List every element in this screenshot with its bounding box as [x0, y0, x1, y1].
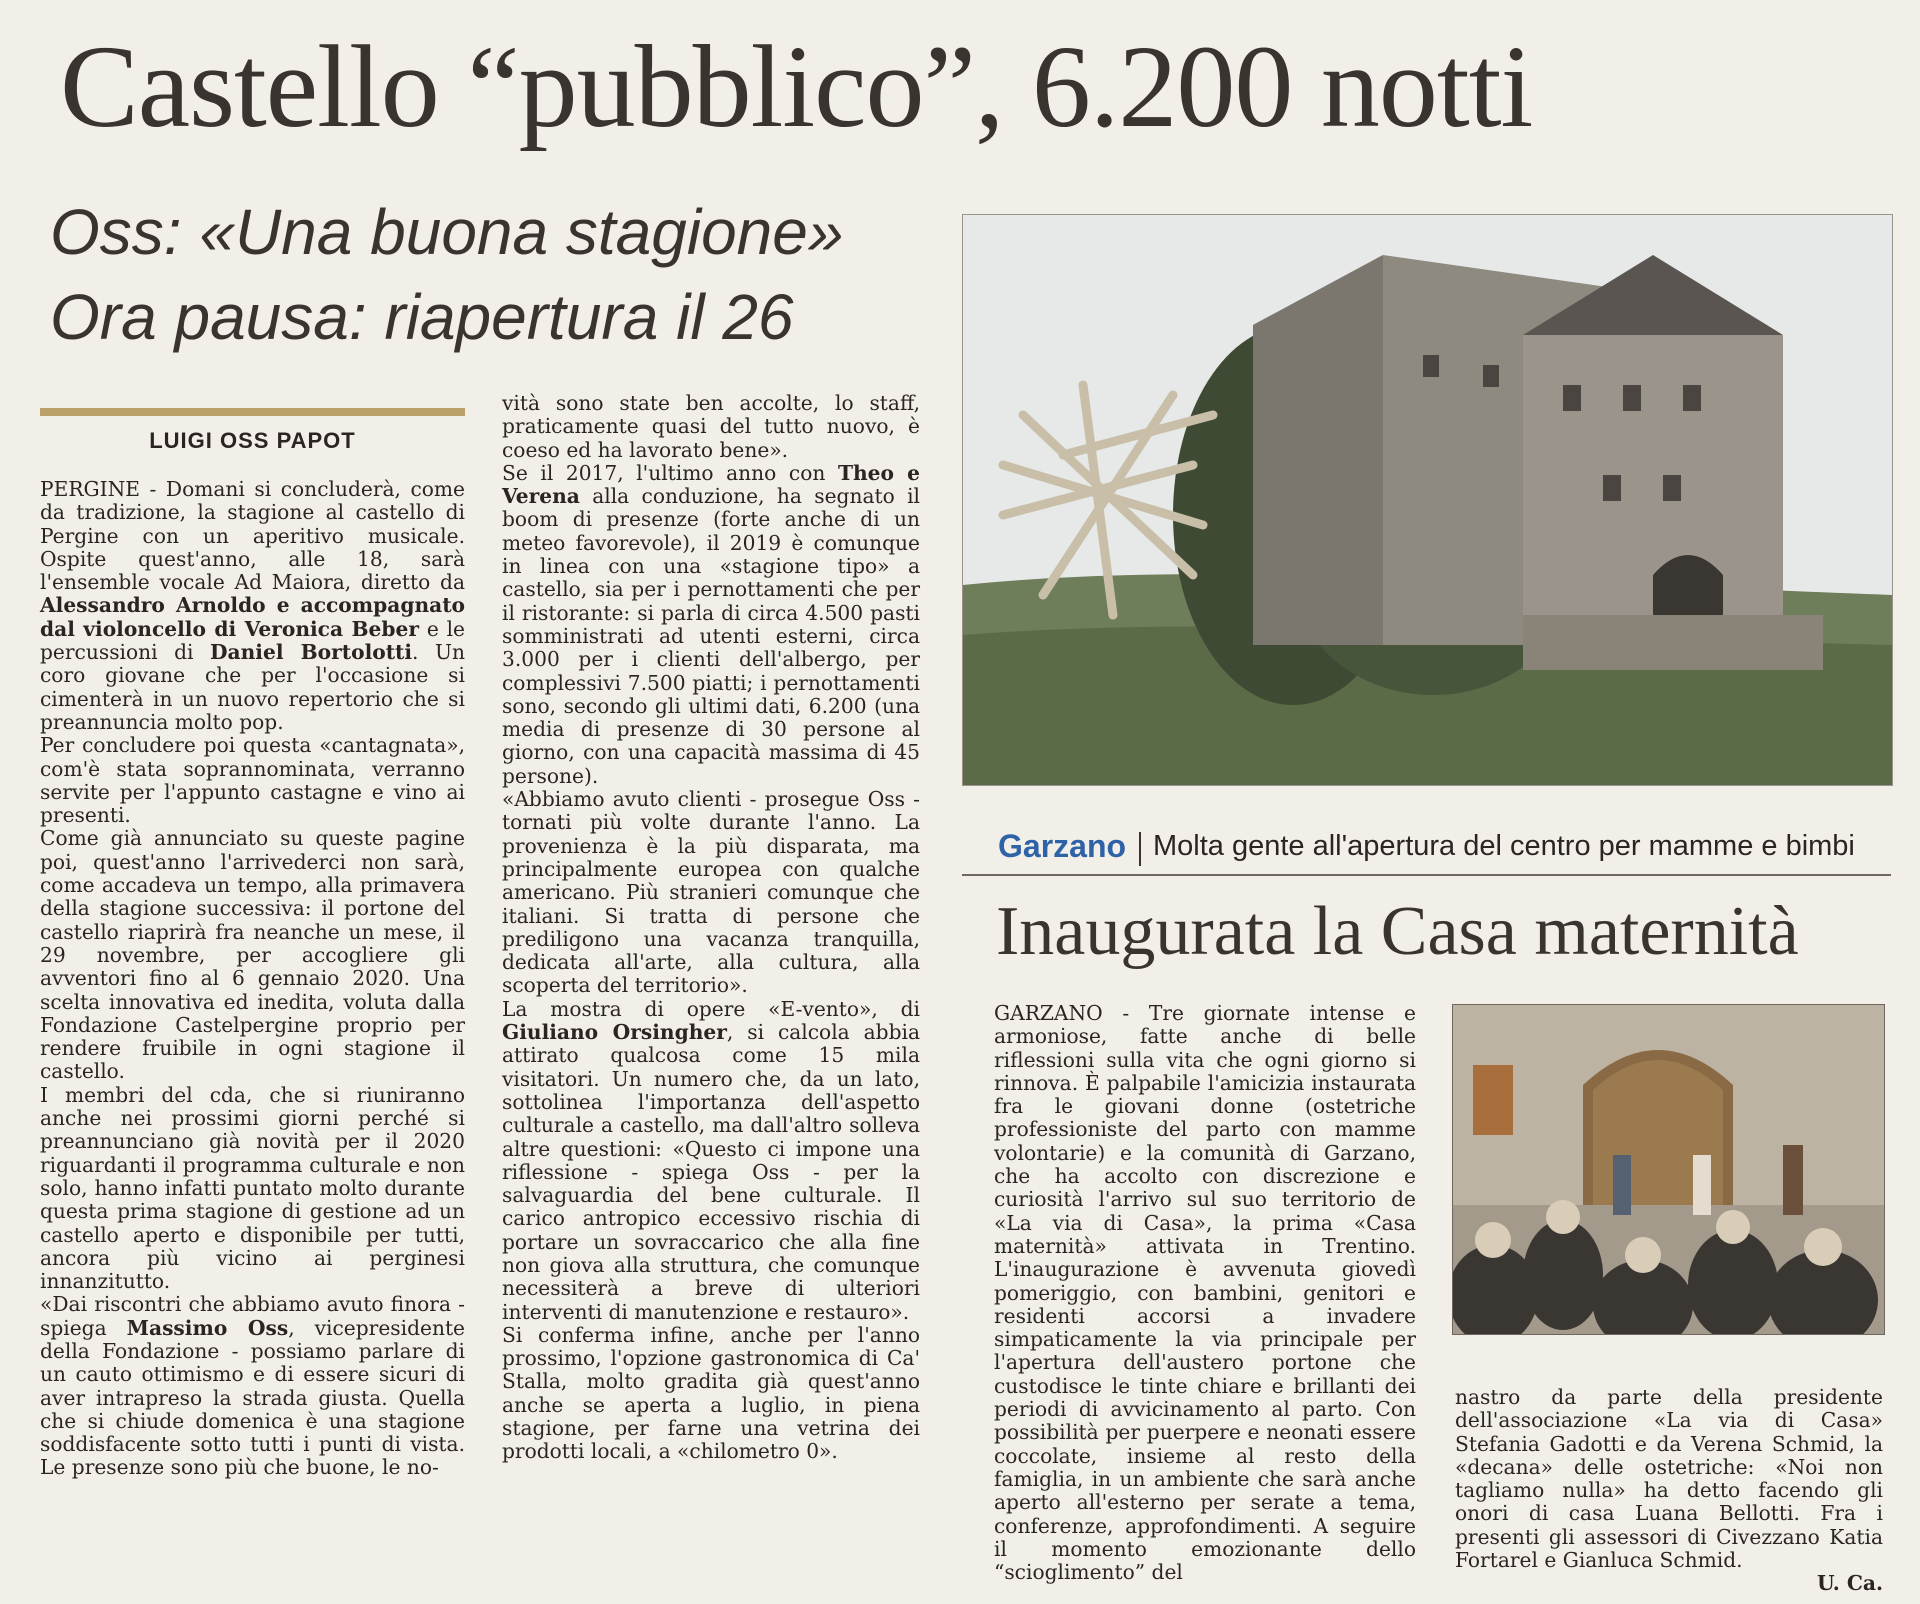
article-paragraph: Per concludere poi questa «cantagnata», com'è stata soprannominata, verranno servite per l'appunto castagne e vino ai presenti. [40, 733, 465, 828]
article-paragraph: «Abbiamo avuto clienti - prosegue Oss - tornati più volte durante l'anno. La provenienza è la più disparata, ma principalmente europea con qualche americano. Più stranieri comunque che italiani. Si tratta di persone che prediligono una vacanza tranquilla, dedicata all'arte, alla cultura, alla scoperta del territorio». [502, 787, 920, 998]
section-header-garzano [962, 826, 1891, 876]
subheadline-2: Ora pausa: riapertura il 26 [50, 281, 794, 353]
article-paragraph: vità sono state ben accolte, lo staff, praticamente quasi del tutto nuovo, è coeso ed ha lavorato bene». [502, 391, 920, 462]
castle-photo [962, 214, 1893, 786]
garzano-paragraph: nastro da parte della presidente dell'associazione «La via di Casa» Stefania Gadotti e da Verena Schmid, la «decana» delle ostetriche: «Noi non tagliamo nulla» ha detto facendo gli onori di casa Luana Bellotti. Fra i presenti gli assessori di Civezzano Katia Fortarel e Gianluca Schmid. [1455, 1385, 1883, 1573]
byline: LUIGI OSS PAPOT [149, 428, 356, 453]
article-paragraph: I membri del cda, che si riuniranno anche nei prossimi giorni perché si preannunciano già novità per il 2020 riguardanti il programma culturale e non solo, hanno infatti puntato molto durante questa prima stagione di gestione ad un castello aperto e disponibile per tutti, ancora più vicino ai perginesi innanzitutto. [40, 1082, 465, 1294]
article-column-2 [502, 392, 920, 1464]
garzano-column-2 [1455, 1386, 1883, 1596]
article-column-1 [40, 478, 465, 1480]
section-separator [1139, 832, 1141, 866]
garzano-headline: Inaugurata la Casa maternità [996, 893, 1799, 970]
author-signature: U. Ca. [1817, 1571, 1883, 1596]
article-paragraph: PERGINE - Domani si concluderà, come da tradizione, la stagione al castello di Pergine con un aperitivo musicale. Ospite quest'anno, alle 18, sarà l'ensemble vocale Ad Maiora, diretto da Alessandro Arnoldo e accompagnato dal violoncello di Veronica Beber e le percussioni di Daniel Bortolotti. Un coro giovane che per l'occasione si cimenterà in un nuovo repertorio che si preannuncia molto pop. [40, 477, 466, 734]
article-paragraph: Come già annunciato su queste pagine poi, quest'anno l'arrivederci non sarà, come accadeva un tempo, alla primavera della stagione successiva: il portone del castello riaprirà fra neanche un mese, il 29 novembre, per accogliere gli avventori fino al 6 gennaio 2020. Una scelta innovativa ed inedita, voluta dalla Fondazione Castelpergine proprio per rendere fruibile in ogni stagione il castello. [40, 826, 465, 1084]
byline-rule [40, 408, 465, 416]
main-headline: Castello “pubblico”, 6.200 notti [60, 21, 1533, 152]
garzano-column-1 [994, 1002, 1416, 1584]
section-tag: Garzano [998, 828, 1127, 864]
article-paragraph: Se il 2017, l'ultimo anno con Theo e Verena alla conduzione, ha segnato il boom di presenze (forte anche di un meteo favorevole), il 2019 è comunque in linea con una «stagione tipo» a castello, sia per i pernottamenti che per il ristorante: si parla di circa 4.500 pasti somministrati ad utenti esterni, circa 3.000 per i clienti dell'albergo, per complessivi 7.500 piatti; i pernottamenti sono, secondo gli ultimi dati, 6.200 (una media di presenze di 30 persone al giorno, con una capacità massima di 45 persone). [502, 460, 920, 788]
subheadline-1: Oss: «Una buona stagione» [50, 196, 844, 268]
article-paragraph: «Dai riscontri che abbiamo avuto finora - spiega Massimo Oss, vicepresidente della Fondazione - possiamo parlare di un cauto ottimismo e di essere sicuri di aver intrapreso la strada giusta. Quella che si chiude domenica è una stagione soddisfacente sotto tutti i punti di vista. Le presenze sono più che buone, le no- [40, 1292, 466, 1480]
section-description: Molta gente all'apertura del centro per mamme e bimbi [1153, 830, 1855, 862]
garzano-paragraph: GARZANO - Tre giornate intense e armoniose, fatte anche di belle riflessioni sulla vita che ogni giorno si rinnova. È palpabile l'amicizia instaurata fra le giovani donne (ostetriche professioniste del parto con mamme volontarie) e la comunità di Garzano, che ha accolto con discrezione e curiosità l'arrivo sul suo territorio de «La via di Casa», la prima «Casa maternità» attivata in Trentino. L'inaugurazione è avvenuta giovedì pomeriggio, con bambini, genitori e residenti accorsi a invadere simpaticamente la via principale per l'apertura dell'austero portone che custodisce le tinte chiare e brillanti dei periodi di avvicinamento al parto. Con possibilità per puerpere e neonati essere coccolate, insieme al resto della famiglia, in un ambiente che sarà anche aperto all'esterno per serate a tema, conferenze, approfondimenti. A seguire il momento emozionante dello “scioglimento” del [994, 1001, 1416, 1585]
article-paragraph: La mostra di opere «E-vento», di Giuliano Orsingher, si calcola abbia attirato qualcosa come 15 mila visitatori. Un numero che, da un lato, sottolinea l'importanza dell'aspetto culturale a castello, ma dall'altro solleva altre questioni: «Questo ci impone una riflessione - spiega Oss - per la salvaguardia del bene culturale. Il carico antropico eccessivo rischia di portare un sovraccarico che alla fine non giova alla struttura, che comunque necessiterà a breve di ulteriori interventi di manutenzione e restauro». [502, 996, 920, 1324]
casa-maternita-photo [1452, 1004, 1885, 1335]
article-paragraph: Si conferma infine, anche per l'anno prossimo, l'opzione gastronomica di Ca' Stalla, molto gradita già quest'anno anche se aperta a luglio, in piena stagione, per farne una vetrina dei prodotti locali, a «chilometro 0». [502, 1322, 920, 1464]
